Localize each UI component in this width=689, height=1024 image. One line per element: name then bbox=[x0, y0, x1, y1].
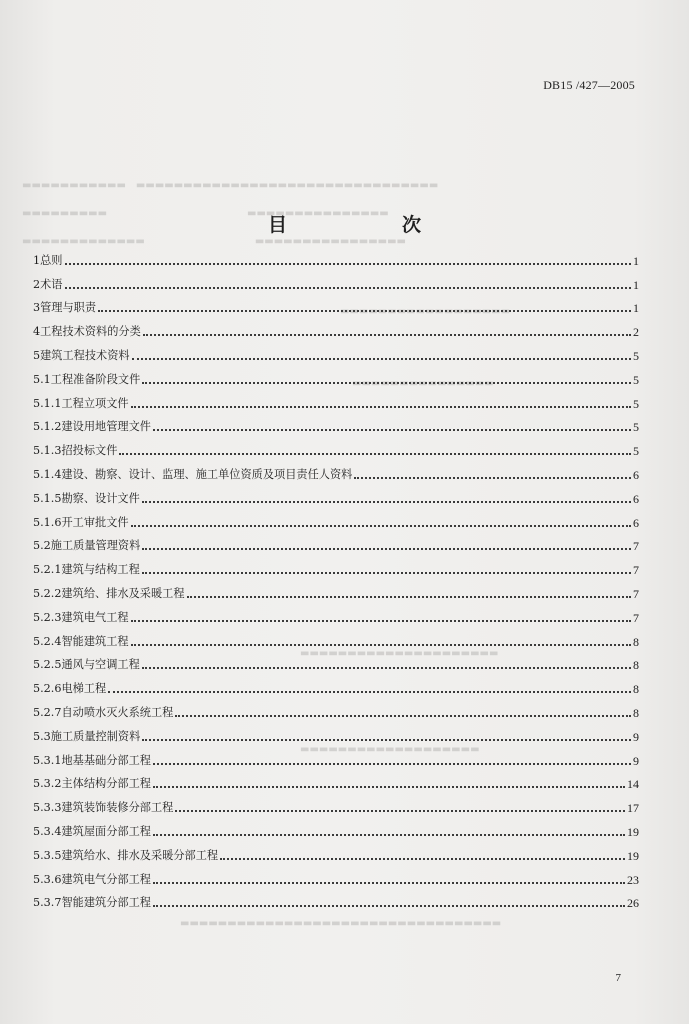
toc-leader-dots bbox=[108, 691, 631, 693]
toc-entry-page: 19 bbox=[627, 848, 639, 863]
toc-leader-dots bbox=[142, 667, 631, 669]
toc-entry-label: 5.2.2建筑给、排水及采暖工程 bbox=[33, 586, 185, 600]
bleed-through-text: ▬▬▬▬▬▬▬▬▬▬▬ ▬▬▬▬▬▬▬▬▬▬▬▬▬▬▬▬▬▬▬▬▬▬▬▬▬▬▬▬▬▬▬▬ bbox=[22, 180, 439, 191]
toc-entry[interactable] bbox=[33, 768, 639, 792]
toc-entry-page: 19 bbox=[627, 824, 639, 839]
toc-entry[interactable] bbox=[33, 791, 639, 815]
toc-entry-label: 5.3.2主体结构分部工程 bbox=[33, 777, 151, 791]
toc-entry-page: 6 bbox=[633, 467, 639, 482]
toc-leader-dots bbox=[131, 620, 631, 622]
toc-entry-page: 26 bbox=[627, 896, 639, 911]
toc-entry[interactable] bbox=[33, 268, 639, 292]
toc-entry-label: 5.3.1地基基础分部工程 bbox=[33, 753, 151, 767]
toc-entry-label: 3管理与职责 bbox=[33, 301, 97, 315]
standard-code: DB15 /427—2005 bbox=[543, 78, 635, 92]
toc-entry-page: 8 bbox=[633, 658, 639, 673]
toc-leader-dots bbox=[131, 406, 631, 408]
toc-entry-page: 8 bbox=[633, 634, 639, 649]
toc-leader-dots bbox=[131, 644, 631, 646]
toc-entry-page: 1 bbox=[633, 301, 639, 316]
toc-entry-label: 5.2.7自动喷水灭火系统工程 bbox=[33, 705, 174, 719]
toc-entry-page: 7 bbox=[633, 539, 639, 554]
toc-entry[interactable] bbox=[33, 601, 639, 625]
bleed-through-text: ▬▬▬▬▬▬▬▬▬▬▬▬▬ ▬▬▬▬▬▬▬▬▬▬▬▬▬▬▬▬ bbox=[22, 236, 406, 247]
toc-entry-label: 4工程技术资料的分类 bbox=[33, 325, 141, 339]
toc-entry-label: 5.3.3建筑装饰装修分部工程 bbox=[33, 801, 174, 815]
toc-leader-dots bbox=[65, 287, 632, 289]
toc-entry[interactable] bbox=[33, 553, 639, 577]
toc-leader-dots bbox=[142, 739, 631, 741]
toc-entry-label: 5.2.3建筑电气工程 bbox=[33, 610, 129, 624]
toc-leader-dots bbox=[153, 905, 625, 907]
toc-leader-dots bbox=[132, 358, 631, 360]
toc-entry-page: 7 bbox=[633, 610, 639, 625]
bleed-through-text: ▬▬▬▬▬▬▬▬▬▬▬▬▬▬▬▬▬▬▬▬▬▬▬▬▬▬▬▬▬▬▬▬▬▬ bbox=[180, 918, 502, 929]
toc-leader-dots bbox=[131, 525, 631, 527]
toc-entry[interactable] bbox=[33, 625, 639, 649]
table-of-contents bbox=[33, 244, 639, 910]
toc-entry-page: 9 bbox=[633, 729, 639, 744]
toc-entry-label: 5.3.6建筑电气分部工程 bbox=[33, 872, 151, 886]
toc-entry-label: 5.1工程准备阶段文件 bbox=[33, 372, 141, 386]
toc-leader-dots bbox=[153, 882, 625, 884]
toc-entry-page: 9 bbox=[633, 753, 639, 768]
toc-entry[interactable] bbox=[33, 863, 639, 887]
toc-entry-page: 23 bbox=[627, 872, 639, 887]
bleed-through-text: ▬▬▬▬▬▬▬▬▬ ▬▬▬▬▬▬▬▬▬▬▬▬▬▬▬ bbox=[22, 208, 389, 219]
toc-entry-page: 8 bbox=[633, 705, 639, 720]
toc-entry-page: 2 bbox=[633, 325, 639, 340]
toc-entry-page: 1 bbox=[633, 253, 639, 268]
toc-entry[interactable] bbox=[33, 244, 639, 268]
toc-entry-page: 5 bbox=[633, 372, 639, 387]
toc-entry[interactable] bbox=[33, 458, 639, 482]
toc-entry-label: 5建筑工程技术资料 bbox=[33, 348, 130, 362]
toc-entry[interactable] bbox=[33, 649, 639, 673]
toc-entry-label: 5.3.7智能建筑分部工程 bbox=[33, 896, 151, 910]
toc-leader-dots bbox=[119, 453, 631, 455]
toc-entry-label: 5.3施工质量控制资料 bbox=[33, 729, 141, 743]
toc-entry[interactable] bbox=[33, 577, 639, 601]
toc-entry[interactable] bbox=[33, 315, 639, 339]
toc-entry-page: 14 bbox=[627, 777, 639, 792]
toc-leader-dots bbox=[142, 382, 631, 384]
toc-leader-dots bbox=[153, 786, 625, 788]
toc-leader-dots bbox=[220, 858, 625, 860]
toc-entry[interactable] bbox=[33, 696, 639, 720]
toc-entry[interactable] bbox=[33, 506, 639, 530]
toc-entry[interactable] bbox=[33, 530, 639, 554]
bleed-through-text: ▬▬▬▬▬▬▬▬▬▬▬▬▬▬▬▬▬▬▬ bbox=[300, 744, 480, 755]
toc-entry[interactable] bbox=[33, 839, 639, 863]
toc-entry-label: 5.2.1建筑与结构工程 bbox=[33, 563, 140, 577]
toc-leader-dots bbox=[187, 596, 631, 598]
toc-entry[interactable] bbox=[33, 387, 639, 411]
page-number: 7 bbox=[615, 972, 621, 984]
toc-entry-label: 5.1.1工程立项文件 bbox=[33, 396, 129, 410]
toc-entry-label: 2术语 bbox=[33, 277, 63, 291]
toc-entry-page: 7 bbox=[633, 586, 639, 601]
toc-entry-label: 5.2.5通风与空调工程 bbox=[33, 658, 140, 672]
toc-entry-page: 1 bbox=[633, 277, 639, 292]
toc-entry[interactable] bbox=[33, 434, 639, 458]
toc-entry[interactable] bbox=[33, 363, 639, 387]
toc-entry[interactable] bbox=[33, 292, 639, 316]
toc-entry-label: 5.3.5建筑给水、排水及采暖分部工程 bbox=[33, 848, 219, 862]
toc-entry[interactable] bbox=[33, 672, 639, 696]
toc-leader-dots bbox=[65, 263, 632, 265]
toc-entry-label: 1总则 bbox=[33, 253, 63, 267]
toc-entry-label: 5.2.6电梯工程 bbox=[33, 682, 107, 696]
toc-leader-dots bbox=[142, 572, 631, 574]
toc-entry-label: 5.1.4建设、勘察、设计、监理、施工单位资质及项目责任人资料 bbox=[33, 467, 353, 481]
toc-leader-dots bbox=[153, 763, 631, 765]
toc-leader-dots bbox=[153, 429, 631, 431]
toc-entry-label: 5.1.6开工审批文件 bbox=[33, 515, 129, 529]
toc-entry-label: 5.1.3招投标文件 bbox=[33, 444, 118, 458]
toc-entry-page: 5 bbox=[633, 420, 639, 435]
toc-entry[interactable] bbox=[33, 339, 639, 363]
toc-entry-label: 5.2.4智能建筑工程 bbox=[33, 634, 129, 648]
toc-leader-dots bbox=[354, 477, 631, 479]
toc-entry-page: 5 bbox=[633, 444, 639, 459]
bleed-through-text: ▬▬▬▬▬▬▬▬▬▬▬▬▬▬▬ bbox=[352, 378, 494, 389]
toc-entry[interactable] bbox=[33, 744, 639, 768]
toc-entry-page: 5 bbox=[633, 348, 639, 363]
toc-leader-dots bbox=[175, 810, 625, 812]
bleed-through-text: ▬▬▬▬▬▬▬▬▬▬▬▬▬▬▬▬▬▬▬▬▬ bbox=[300, 648, 499, 659]
toc-leader-dots bbox=[175, 715, 631, 717]
toc-leader-dots bbox=[98, 310, 631, 312]
toc-entry-label: 5.1.2建设用地管理文件 bbox=[33, 420, 151, 434]
toc-title: 目 次 bbox=[267, 214, 469, 236]
toc-entry[interactable] bbox=[33, 887, 639, 911]
toc-entry-label: 5.2施工质量管理资料 bbox=[33, 539, 141, 553]
toc-entry-page: 17 bbox=[627, 801, 639, 816]
toc-entry[interactable] bbox=[33, 815, 639, 839]
toc-leader-dots bbox=[143, 334, 631, 336]
toc-entry-page: 5 bbox=[633, 396, 639, 411]
toc-entry-page: 7 bbox=[633, 563, 639, 578]
toc-entry-label: 5.1.5勘察、设计文件 bbox=[33, 491, 140, 505]
toc-entry-page: 6 bbox=[633, 515, 639, 530]
toc-entry-page: 6 bbox=[633, 491, 639, 506]
toc-entry[interactable] bbox=[33, 482, 639, 506]
toc-leader-dots bbox=[142, 548, 631, 550]
toc-entry-page: 8 bbox=[633, 682, 639, 697]
toc-leader-dots bbox=[153, 834, 625, 836]
toc-leader-dots bbox=[142, 501, 631, 503]
toc-entry-label: 5.3.4建筑屋面分部工程 bbox=[33, 824, 151, 838]
toc-entry[interactable] bbox=[33, 411, 639, 435]
bleed-through-text: ▬▬▬▬▬▬▬▬▬▬▬▬▬▬▬▬▬▬ bbox=[340, 306, 511, 317]
toc-entry[interactable] bbox=[33, 720, 639, 744]
